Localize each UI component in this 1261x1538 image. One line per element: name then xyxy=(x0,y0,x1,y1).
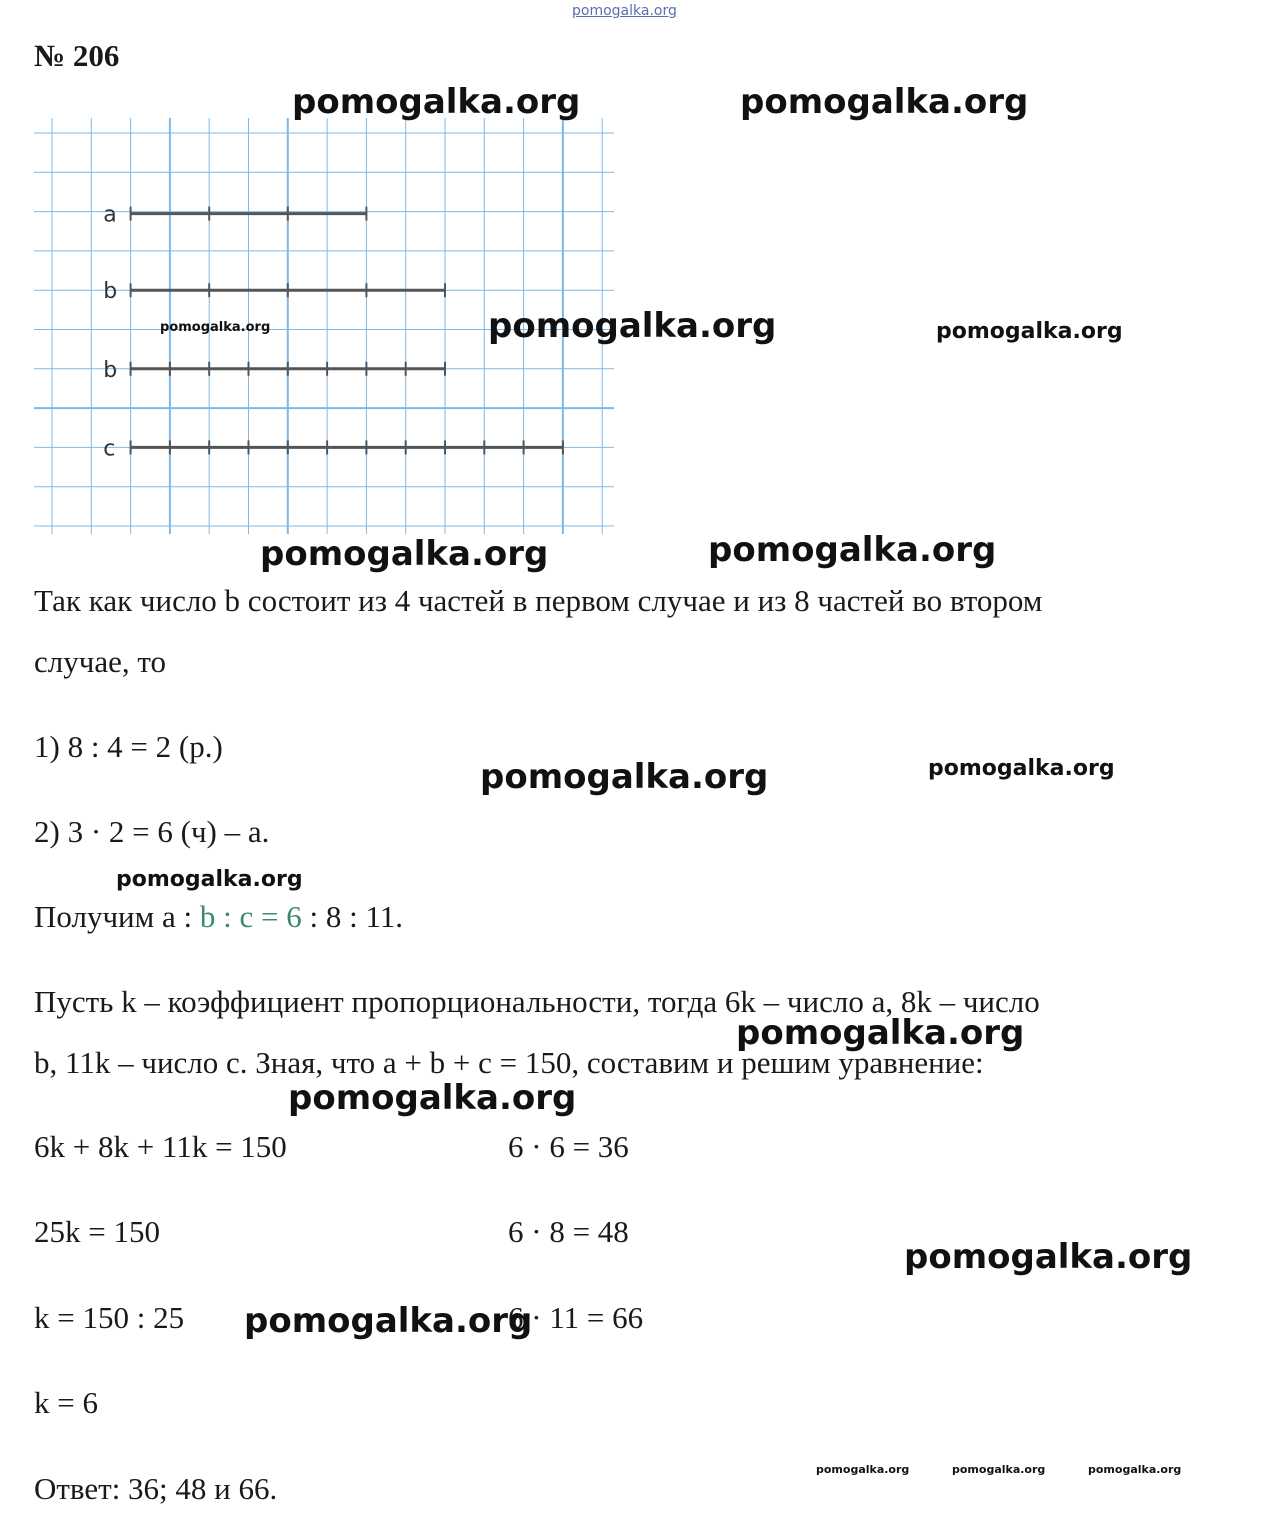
watermark: pomogalka.org xyxy=(160,320,271,335)
watermark: pomogalka.org xyxy=(816,1463,910,1476)
watermark: pomogalka.org xyxy=(928,756,1115,781)
problem-number: № 206 xyxy=(34,38,120,73)
watermark: pomogalka.org xyxy=(288,1078,577,1118)
watermark: pomogalka.org xyxy=(244,1301,533,1341)
equation-2: 25k = 150 xyxy=(34,1214,160,1249)
ratio-mid: b : c = 6 xyxy=(199,899,302,934)
watermark: pomogalka.org xyxy=(1088,1463,1182,1476)
ratio-suffix: : 8 : 11. xyxy=(301,899,404,934)
watermark: pomogalka.org xyxy=(740,82,1029,122)
equation-1: 6k + 8k + 11k = 150 xyxy=(34,1129,287,1164)
watermark: pomogalka.org xyxy=(260,534,549,574)
segment-a-label: a xyxy=(103,202,117,228)
calc-3: 6 · 11 = 66 xyxy=(508,1300,644,1335)
intro-line-1: Так как число b состоит из 4 частей в первом случае и из 8 частей во втором xyxy=(34,583,1043,618)
watermark: pomogalka.org xyxy=(904,1237,1193,1277)
watermark: pomogalka.org xyxy=(708,530,997,570)
step-2: 2) 3 · 2 = 6 (ч) – а. xyxy=(34,814,270,849)
watermark: pomogalka.org xyxy=(736,1013,1025,1053)
calc-1: 6 · 6 = 36 xyxy=(508,1129,629,1164)
watermark: pomogalka.org xyxy=(480,757,769,797)
watermark: pomogalka.org xyxy=(116,867,303,892)
segment-b-label: b xyxy=(103,279,118,305)
watermark: pomogalka.org xyxy=(936,319,1123,344)
intro-line-2: случае, то xyxy=(34,644,166,679)
watermark: pomogalka.org xyxy=(292,82,581,122)
ratio-prefix: Получим а : xyxy=(34,899,200,934)
segment-b-label: b xyxy=(103,357,118,383)
calc-2: 6 · 8 = 48 xyxy=(508,1214,629,1249)
equation-4: k = 6 xyxy=(34,1385,98,1420)
site-link[interactable]: pomogalka.org xyxy=(572,3,677,19)
let-line-2: b, 11k – число с. Зная, что a + b + c = 150, составим и решим уравнение: xyxy=(34,1045,984,1080)
watermark: pomogalka.org xyxy=(488,306,777,346)
ratio-line xyxy=(34,901,403,932)
watermark: pomogalka.org xyxy=(952,1463,1046,1476)
step-1: 1) 8 : 4 = 2 (р.) xyxy=(34,729,223,764)
segment-c-label: c xyxy=(103,436,116,462)
let-line-1: Пусть k – коэффициент пропорциональности, тогда 6k – число а, 8k – число xyxy=(34,984,1040,1019)
answer: Ответ: 36; 48 и 66. xyxy=(34,1471,278,1506)
equation-3: k = 150 : 25 xyxy=(34,1300,185,1335)
